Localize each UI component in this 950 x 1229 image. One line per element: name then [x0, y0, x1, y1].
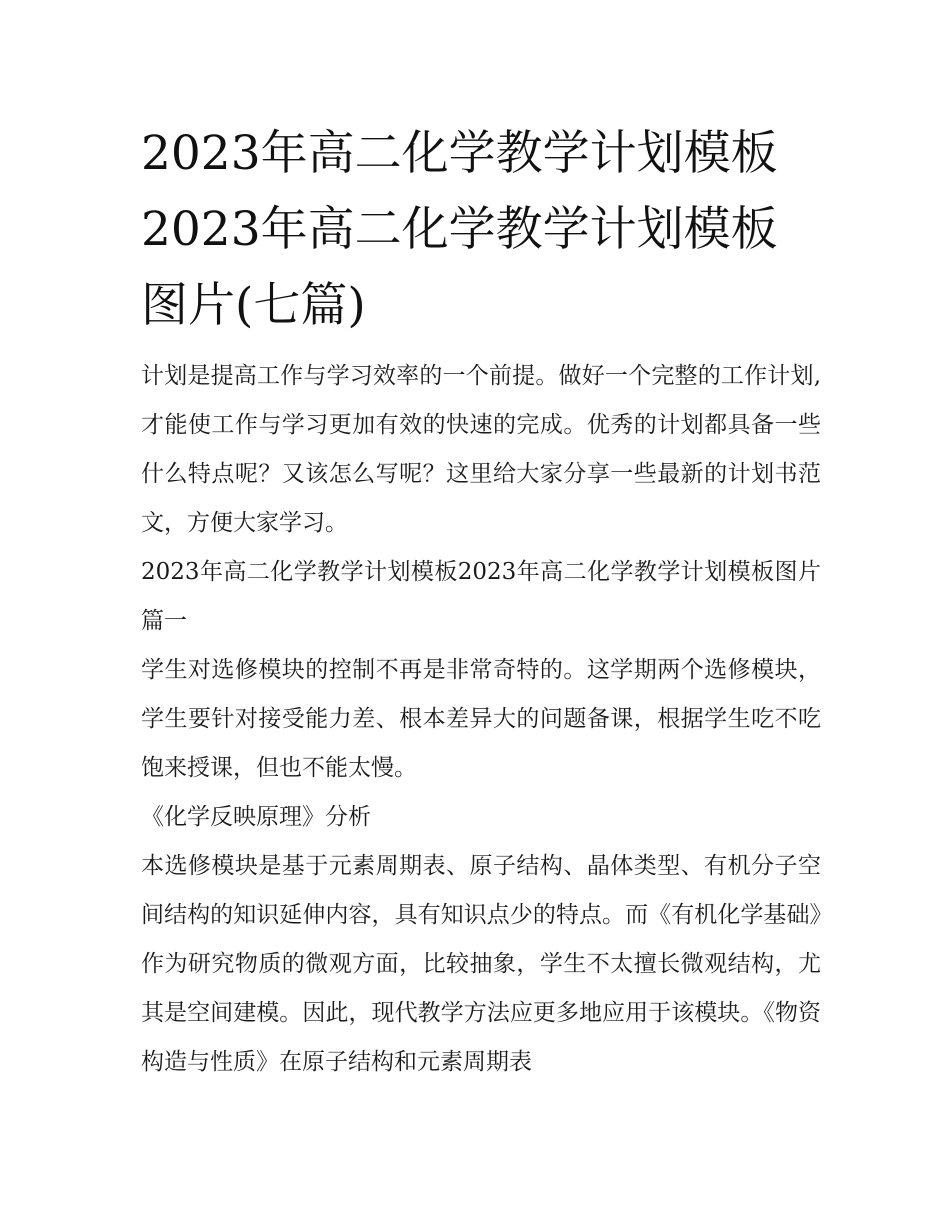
subsection-heading: 《化学反映原理》分析 [141, 804, 371, 830]
title-line-2: 2023年高二化学教学计划模板 [141, 202, 778, 257]
section-heading-1: 2023年高二化学教学计划模板2023年高二化学教学计划模板图片篇一 [141, 559, 821, 634]
body-paragraph-1: 学生对选修模块的控制不再是非常奇特的。这学期两个选修模块，学生要针对接受能力差、根本差异大的问题备课，根据学生吃不吃饱来授课，但也不能太慢。 [141, 657, 821, 781]
body-paragraph-2: 本选修模块是基于元素周期表、原子结构、晶体类型、有机分子空间结构的知识延伸内容，具有知识点少的特点。而《有机化学基础》作为研究物质的微观方面，比较抽象，学生不太擅长微观结构，尤其是空间建模。因此，现代教学方法应更多地应用于该模块。《物资构造与性质》在原子结构和元素周期表 [141, 853, 821, 1075]
title-line-3: 图片(七篇) [141, 278, 366, 333]
document-page [141, 116, 821, 1087]
document-title [141, 116, 821, 344]
intro-paragraph: 计划是提高工作与学习效率的一个前提。做好一个完整的工作计划,才能使工作与学习更加有效的快速的完成。优秀的计划都具备一些什么特点呢？又该怎么写呢？这里给大家分享一些最新的计划书范文，方便大家学习。 [141, 363, 821, 536]
title-line-1: 2023年高二化学教学计划模板 [141, 126, 778, 181]
